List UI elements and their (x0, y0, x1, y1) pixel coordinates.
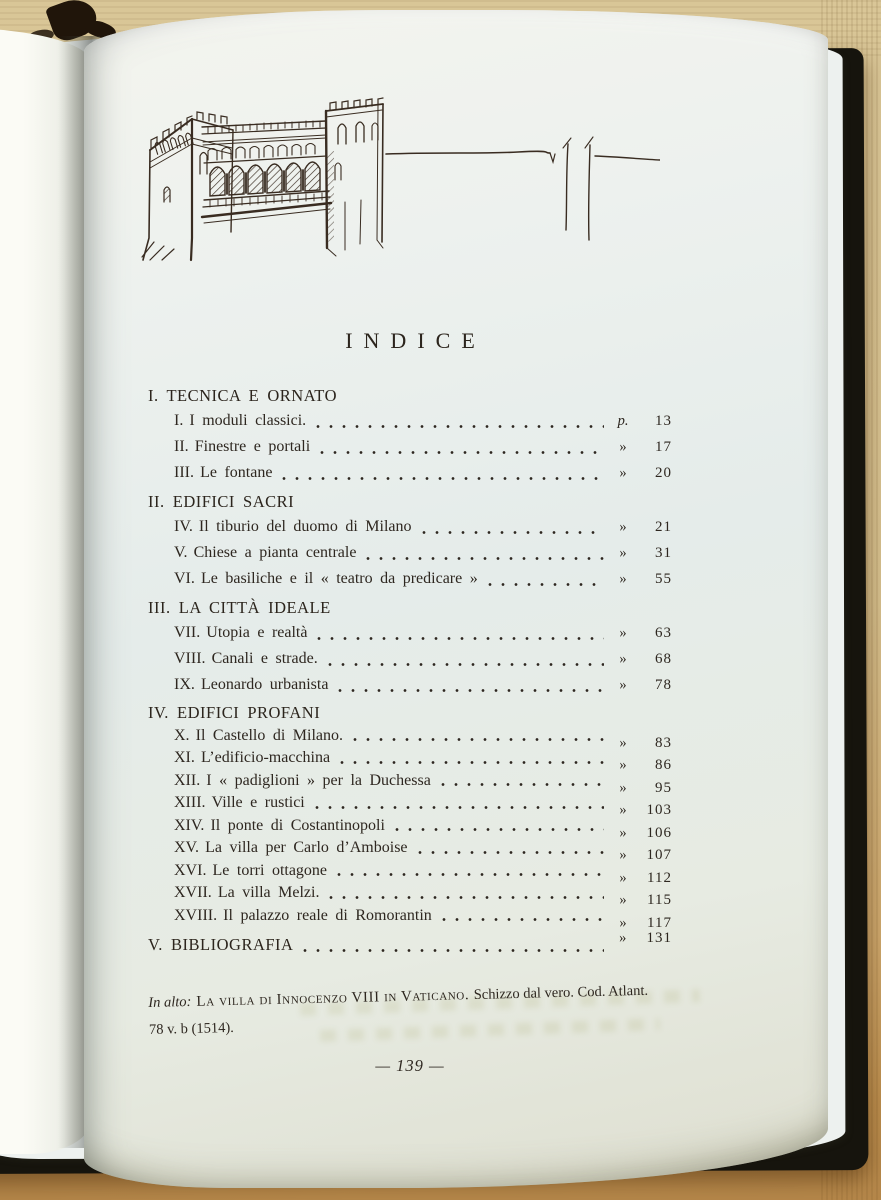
page-title: INDICE (345, 328, 486, 353)
toc-entry (148, 514, 672, 540)
entry-title: Canali e strade. (211, 650, 318, 667)
page-ref-symbol: » (619, 847, 627, 863)
entry-page-number: 115 (647, 892, 672, 908)
folio-number: — 139 — (375, 1056, 445, 1075)
entry-title: L’edificio-macchina (200, 749, 331, 766)
dot-leader (338, 688, 604, 693)
toc-entry (148, 566, 672, 592)
entry-numeral: X. (174, 726, 190, 744)
entry-numeral: XI. (174, 749, 195, 766)
entry-numeral: IV. (174, 518, 193, 535)
dot-leader (366, 556, 604, 561)
toc-entry (148, 770, 672, 796)
entry-title: Il palazzo reale di Romorantin (223, 906, 432, 924)
entry-numeral: VII. (174, 624, 201, 641)
dot-leader (328, 662, 604, 667)
entry-title: Leonardo urbanista (200, 676, 329, 693)
entry-numeral: XIV. (174, 816, 205, 834)
entry-title: Il Castello di Milano. (195, 726, 344, 744)
entry-numeral: XVII. (174, 884, 212, 901)
entry-label (174, 882, 319, 905)
toc-entry (148, 540, 672, 566)
dot-leader (442, 917, 604, 922)
dot-leader (395, 827, 604, 832)
toc-entry (148, 837, 672, 863)
caption (148, 977, 681, 1044)
toc-section (148, 930, 672, 958)
entry-page-number: 20 (655, 465, 672, 481)
toc-entry (148, 408, 672, 434)
entry-page-number: 63 (655, 625, 672, 641)
entry-title: Chiese a pianta centrale (193, 544, 357, 561)
dot-leader (340, 760, 604, 765)
entry-numeral: VI. (174, 570, 195, 587)
entry-label (174, 837, 408, 860)
section-heading-text: I. TECNICA E ORNATO (148, 386, 337, 405)
toc-entry (148, 860, 672, 886)
toc-entry (148, 460, 672, 486)
toc-section (148, 702, 672, 931)
entry-title: Il ponte di Costantinopoli (210, 816, 385, 834)
dot-leader (317, 636, 604, 641)
entry-numeral: I. (174, 412, 184, 429)
entry-label (174, 620, 307, 645)
toc-section (148, 596, 672, 698)
entry-page-number: 13 (655, 413, 672, 429)
entry-page-number: 95 (655, 779, 672, 796)
entry-label (174, 747, 330, 770)
entry-label (174, 672, 328, 697)
entry-label (174, 792, 305, 815)
caption-smallcaps: La villa di Innocenzo VIII in Vaticano. (196, 987, 470, 1010)
dot-leader (315, 805, 604, 810)
page-ref-symbol: » (619, 465, 627, 481)
page-ref-symbol: » (619, 930, 627, 946)
entry-numeral: XV. (174, 839, 200, 856)
entry-page-number: 131 (646, 930, 672, 946)
entry-page-number: 83 (655, 734, 672, 751)
entry-page-number: 55 (655, 571, 672, 587)
entry-numeral: XVIII. (174, 906, 218, 924)
entry-title: Utopia e realtà (206, 624, 308, 641)
toc-section-heading (148, 702, 672, 725)
page-ref-symbol: » (619, 519, 627, 535)
table-of-contents (148, 328, 672, 962)
entry-numeral: IX. (174, 676, 195, 693)
toc-entry (148, 725, 672, 751)
dot-leader (320, 450, 604, 455)
page-ref-symbol: » (619, 869, 627, 886)
toc-section-heading (148, 490, 672, 514)
page-ref-symbol: » (619, 757, 627, 773)
entry-numeral: VIII. (174, 650, 206, 667)
entry-label (174, 460, 272, 485)
toc-entry (148, 747, 672, 773)
entry-title: Le torri ottagone (212, 861, 328, 879)
entry-page-number: 117 (647, 914, 672, 931)
toc-entry (148, 815, 672, 841)
entry-title: Il tiburio del duomo di Milano (198, 518, 412, 535)
toc-section-heading (148, 930, 672, 958)
toc-entry (148, 905, 672, 931)
villa-sketch (140, 90, 660, 262)
entry-page-number: 106 (646, 824, 672, 841)
dot-leader (353, 737, 604, 742)
page-ref-symbol: p. (617, 413, 629, 429)
page-ref-symbol: » (619, 571, 627, 587)
toc-entry (148, 620, 672, 646)
entry-page-number: 31 (655, 545, 672, 561)
caption-line-2: 78 v. b (1514). (148, 1019, 234, 1038)
toc-section (148, 384, 672, 486)
section-heading-text: IV. EDIFICI PROFANI (148, 703, 321, 722)
dot-leader (316, 424, 604, 429)
entry-page-number: 21 (655, 519, 672, 535)
toc-entry (148, 672, 672, 698)
entry-numeral: V. (174, 544, 188, 561)
toc-entry (148, 882, 672, 908)
entry-label (174, 540, 356, 565)
page-ref-symbol: » (619, 892, 627, 908)
entry-title: Finestre e portali (194, 438, 311, 455)
dot-leader (337, 872, 604, 877)
section-heading-text: V. BIBLIOGRAFIA (148, 935, 294, 954)
entry-label (174, 408, 306, 433)
entry-label (174, 905, 432, 928)
entry-page-number: 107 (646, 847, 672, 863)
entry-page-number: 103 (646, 802, 672, 818)
entry-title: I « padiglioni » per la Duchessa (206, 771, 431, 789)
dot-leader (329, 895, 604, 900)
page-ref-symbol: » (619, 824, 627, 841)
toc-entry (148, 646, 672, 672)
entry-page-number: 17 (655, 439, 672, 455)
page-ref-symbol: » (619, 439, 627, 455)
dot-leader (488, 582, 604, 587)
dot-leader (422, 530, 605, 535)
entry-title: Le basiliche e il « teatro da predicare » (200, 570, 478, 587)
toc-entry (148, 434, 672, 460)
section-heading-text: II. EDIFICI SACRI (148, 492, 295, 511)
entry-numeral: XII. (174, 771, 201, 789)
entry-title: I moduli classici. (189, 412, 307, 429)
entry-page-number: 68 (655, 651, 672, 667)
toc-section-heading (148, 596, 672, 620)
page-ref-symbol: » (619, 914, 627, 931)
page-ref-symbol: » (619, 545, 627, 561)
toc-entry (148, 792, 672, 818)
entry-page-number: 86 (655, 757, 672, 773)
entry-title: La villa Melzi. (217, 884, 320, 901)
entry-label (174, 770, 431, 793)
page-ref-symbol: » (619, 779, 627, 796)
entry-label (174, 514, 412, 539)
entry-label (174, 646, 318, 671)
entry-page-number: 112 (647, 869, 672, 886)
entry-label (174, 815, 385, 838)
page-ref-symbol: » (619, 677, 627, 693)
entry-label (174, 566, 478, 591)
dot-leader (418, 850, 604, 855)
page-ref-symbol: » (619, 802, 627, 818)
section-heading-text: III. LA CITTÀ IDEALE (148, 598, 331, 617)
entry-title: La villa per Carlo d’Amboise (205, 839, 408, 856)
main-page (84, 10, 828, 1188)
dot-leader (282, 476, 604, 481)
page-ref-symbol: » (619, 734, 627, 751)
entry-numeral: XIII. (174, 794, 206, 811)
dot-leader (441, 782, 604, 787)
toc-section (148, 490, 672, 592)
entry-label (174, 434, 310, 459)
entry-label (174, 860, 327, 883)
entry-numeral: XVI. (174, 861, 207, 879)
dot-leader (303, 948, 604, 953)
caption-prefix: In alto: (148, 993, 192, 1011)
entry-label (174, 725, 343, 748)
entry-numeral: II. (174, 438, 189, 455)
entry-page-number: 78 (655, 677, 672, 693)
entry-numeral: III. (174, 464, 194, 481)
caption-rest: Schizzo dal vero. Cod. Atlant. (473, 982, 649, 1004)
entry-title: Ville e rustici (211, 794, 305, 811)
toc-section-heading (148, 384, 672, 408)
entry-title: Le fontane (200, 464, 273, 481)
page-ref-symbol: » (619, 625, 627, 641)
page-ref-symbol: » (619, 651, 627, 667)
